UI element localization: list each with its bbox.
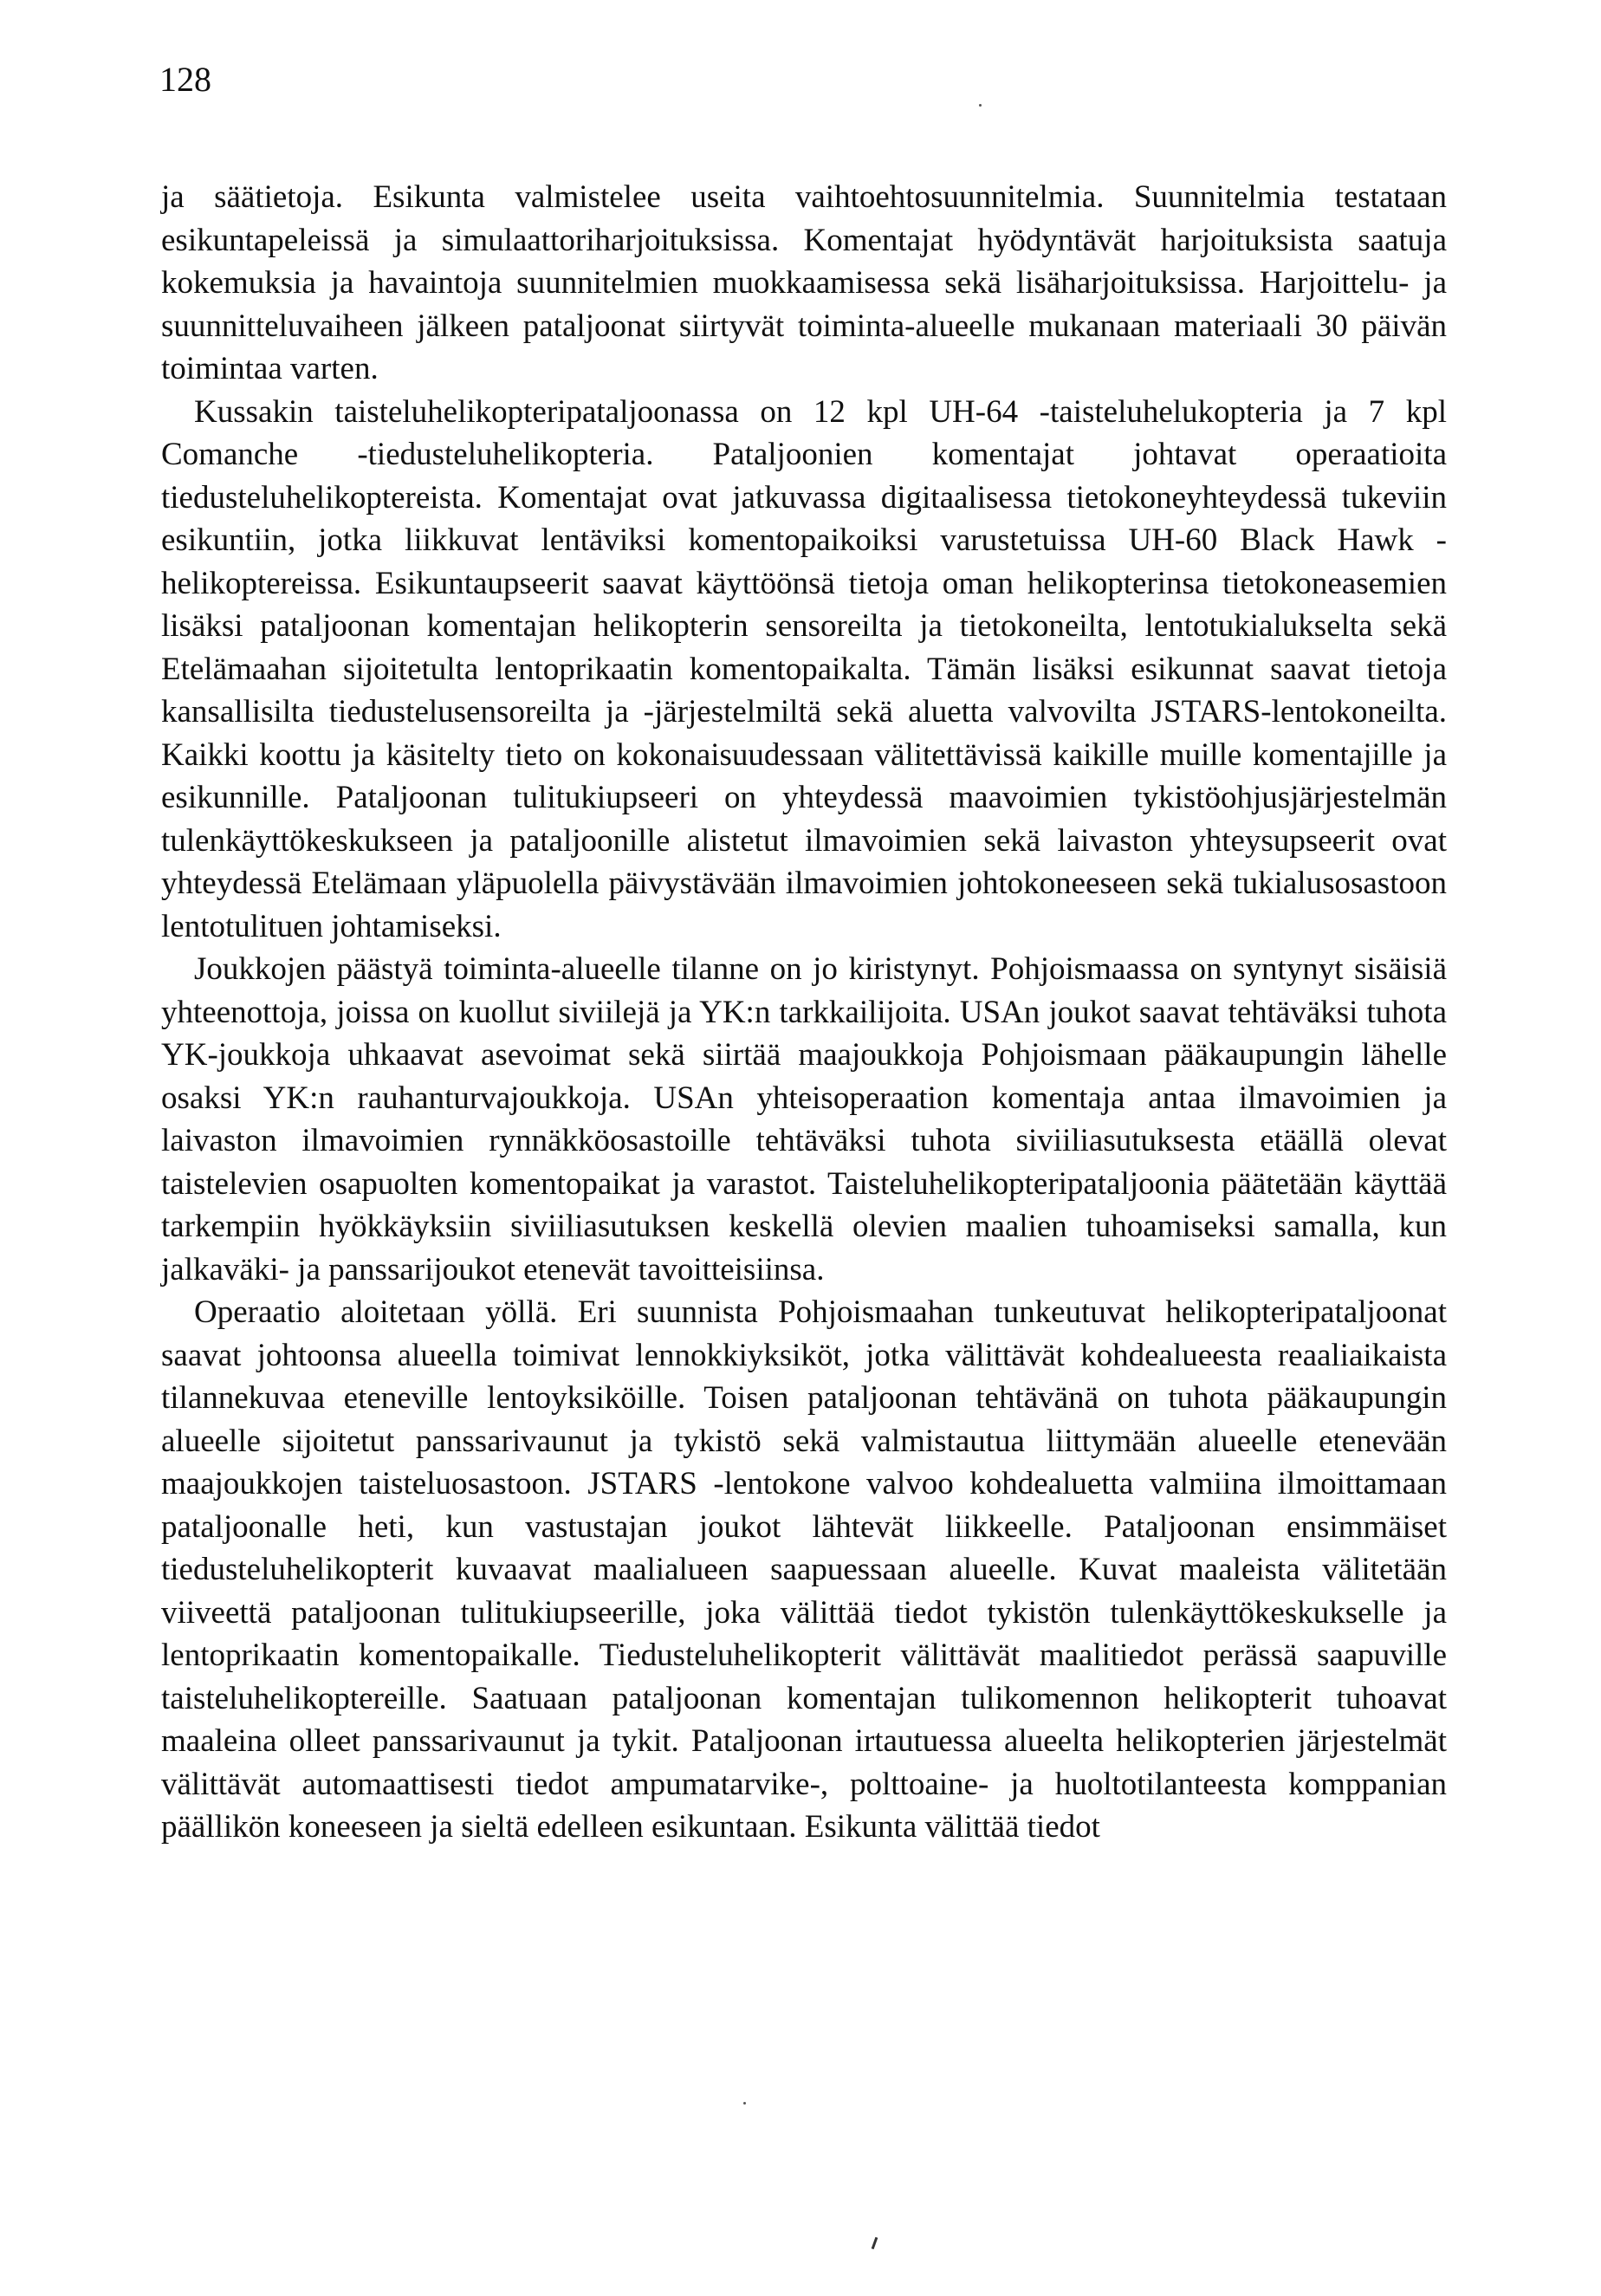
paragraph: Operaatio aloitetaan yöllä. Eri suunnista Pohjoismaahan tunkeutuvat helikopteripataljoonat saavat johtoonsa alueella toimivat lennokkiyksiköt, jotka välittävät kohdealueesta reaaliaikaista tilannekuvaa eteneville lentoyksiköille. Toisen pataljoonan tehtävänä on tuhota pääkaupungin alueelle sijoitetut panssarivaunut ja tykistö sekä valmistautua liittymään alueelle etenevään maajoukkojen taisteluosastoon. JSTARS -lentokone valvoo kohdealuetta valmiina ilmoittamaan pataljoonalle heti, kun vastustajan joukot lähtevät liikkeelle. Pataljoonan ensimmäiset tiedusteluhelikopterit kuvaavat maalialueen saapuessaan alueelle. Kuvat maaleista välitetään viiveettä pataljoonan tulitukiupseerille, joka välittää tiedot tykistön tulenkäyttökeskukselle ja lentoprikaatin komentopaikalle. Tiedusteluhelikopterit välittävät maalitiedot perässä saapuville taisteluhelikoptereille. Saatuaan pataljoonan komentajan tulikomennon helikopterit tuhoavat maaleina olleet panssarivaunut ja tykit. Pataljoonan irtautuessa alueelta helikopterien järjestelmät välittävät automaattisesti tiedot ampumatarvike-, polttoaine- ja huoltotilanteesta komppanian päällikön koneeseen ja sieltä edelleen esikuntaan. Esikunta välittää tiedot xyxy=(161,1294,1447,1845)
scan-speck xyxy=(979,104,982,107)
scan-speck xyxy=(743,2102,746,2105)
scan-mark xyxy=(872,2237,878,2249)
page-number: 128 xyxy=(159,60,211,99)
paragraph: Kussakin taisteluhelikopteripataljoonassa on 12 kpl UH-64 -taisteluhelukopteria ja 7 kpl Comanche -tiedusteluhelikopteria. Pataljoonien komentajat johtavat operaatioita tiedusteluhelikoptereista. Komentajat ovat jatkuvassa digitaalisessa tietokoneyhteydessä tukeviin esikuntiin, jotka liikkuvat lentäviksi komentopaikoiksi varustetuissa UH-60 Black Hawk -helikoptereissa. Esikuntaupseerit saavat käyttöönsä tietoja oman helikopterinsa tietokoneasemien lisäksi pataljoonan komentajan helikopterin sensoreilta ja tietokoneilta, lentotukialukselta sekä Etelämaahan sijoitetulta lentoprikaatin komentopaikalta. Tämän lisäksi esikunnat saavat tietoja kansallisilta tiedustelusensoreilta ja -järjestelmiltä sekä aluetta valvovilta JSTARS-lentokoneilta. Kaikki koottu ja käsitelty tieto on kokonaisuudessaan välitettävissä kaikille muille komentajille ja esikunnille. Pataljoonan tulitukiupseeri on yhteydessä maavoimien tykistöohjusjärjestelmän tulenkäyttökeskukseen ja pataljoonille alistetut ilmavoimien sekä laivaston yhteysupseerit ovat yhteydessä Etelämaan yläpuolella päivystävään ilmavoimien johtokoneeseen sekä tukialusosastoon lentotulituen johtamiseksi. xyxy=(161,393,1447,944)
paragraph: ja säätietoja. Esikunta valmistelee useita vaihtoehtosuunnitelmia. Suunnitelmia testataan esikuntapeleissä ja simulaattoriharjoituksissa. Komentajat hyödyntävät harjoituksista saatuja kokemuksia ja havaintoja suunnitelmien muokkaamisessa sekä lisäharjoituksissa. Harjoittelu- ja suunnitteluvaiheen jälkeen pataljoonat siirtyvät toiminta-alueelle mukanaan materiaali 30 päivän toimintaa varten. xyxy=(161,179,1447,386)
paragraph: Joukkojen päästyä toiminta-alueelle tilanne on jo kiristynyt. Pohjoismaassa on syntynyt sisäisiä yhteenottoja, joissa on kuollut siviilejä ja YK:n tarkkailijoita. USAn joukot saavat tehtäväksi tuhota YK-joukkoja uhkaavat asevoimat sekä siirtää maajoukkoja Pohjoismaan pääkaupungin lähelle osaksi YK:n rauhanturvajoukkoja. USAn yhteisoperaation komentaja antaa ilmavoimien ja laivaston ilmavoimien rynnäkköosastoille tehtäväksi tuhota siviiliasutuksesta etäällä olevat taistelevien osapuolten komentopaikat ja varastot. Taisteluhelikopteripataljoonia päätetään käyttää tarkempiin hyökkäyksiin siviiliasutuksen keskellä olevien maalien tuhoamiseksi samalla, kun jalkaväki- ja panssarijoukot etenevät tavoitteisiinsa. xyxy=(161,951,1447,1287)
body-text xyxy=(161,176,1447,1849)
